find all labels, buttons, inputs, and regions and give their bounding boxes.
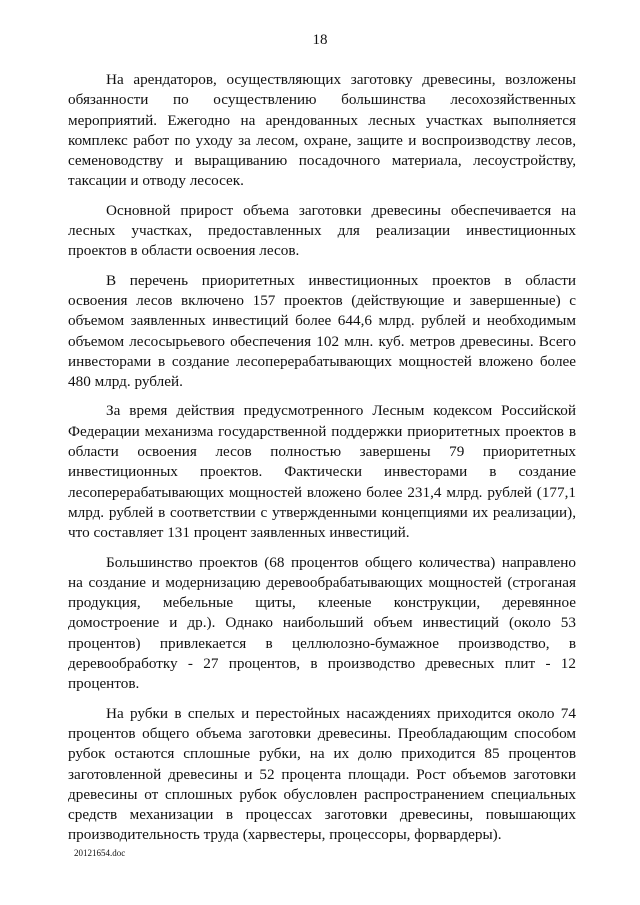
document-body (68, 70, 576, 855)
footer-filename: 20121654.doc (74, 848, 126, 858)
paragraph-2: Основной прирост объема заготовки древесины обеспечивается на лесных участках, предоставленных для реализации инвестиционных проектов в области освоения лесов. (68, 201, 576, 260)
paragraph-5: Большинство проектов (68 процентов общего количества) направлено на создание и модернизацию деревообрабатывающих мощностей (строганая продукция, мебельные щиты, клееные конструкции, деревянное домостроение и др.). Однако наибольший объем инвестиций (около 53 процентов) привлекается в целлюлозно-бумажное производство, в деревообработку - 27 процентов, в производство древесных плит - 12 процентов. (68, 553, 576, 693)
paragraph-6: На рубки в спелых и перестойных насаждениях приходится около 74 процентов общего объема заготовки древесины. Преобладающим способом рубок остаются сплошные рубки, на их долю приходится 85 процентов заготовленной древесины и 52 процента площади. Рост объемов заготовки древесины от сплошных рубок обусловлен распространением специальных средств механизации в процессах заготовки древесины, повышающих производительность труда (харвестеры, процессоры, форвардеры). (68, 704, 576, 844)
paragraph-4: За время действия предусмотренного Лесным кодексом Российской Федерации механизма государственной поддержки приоритетных проектов в области освоения лесов полностью завершены 79 приоритетных инвестиционных проектов. Фактически инвесторами в создание лесоперерабатывающих мощностей вложено более 231,4 млрд. рублей (177,1 млрд. рублей в соответствии с утвержденными концепциями их реализации), что составляет 131 процент заявленных инвестиций. (68, 402, 576, 542)
paragraph-3: В перечень приоритетных инвестиционных проектов в области освоения лесов включено 157 проектов (действующие и завершенные) с объемом заявленных инвестиций более 644,6 млрд. рублей и необходимым объемом лесосырьевого обеспечения 102 млн. куб. метров древесины. Всего инвесторами в создание лесоперерабатывающих мощностей вложено более 480 млрд. рублей. (68, 271, 576, 391)
paragraph-1: На арендаторов, осуществляющих заготовку древесины, возложены обязанности по осуществлению большинства лесохозяйственных мероприятий. Ежегодно на арендованных лесных участках выполняется комплекс работ по уходу за лесом, охране, защите и воспроизводству лесов, семеноводству и выращиванию посадочного материала, лесоустройству, таксации и отводу лесосек. (68, 71, 576, 190)
page-number: 18 (312, 32, 328, 48)
